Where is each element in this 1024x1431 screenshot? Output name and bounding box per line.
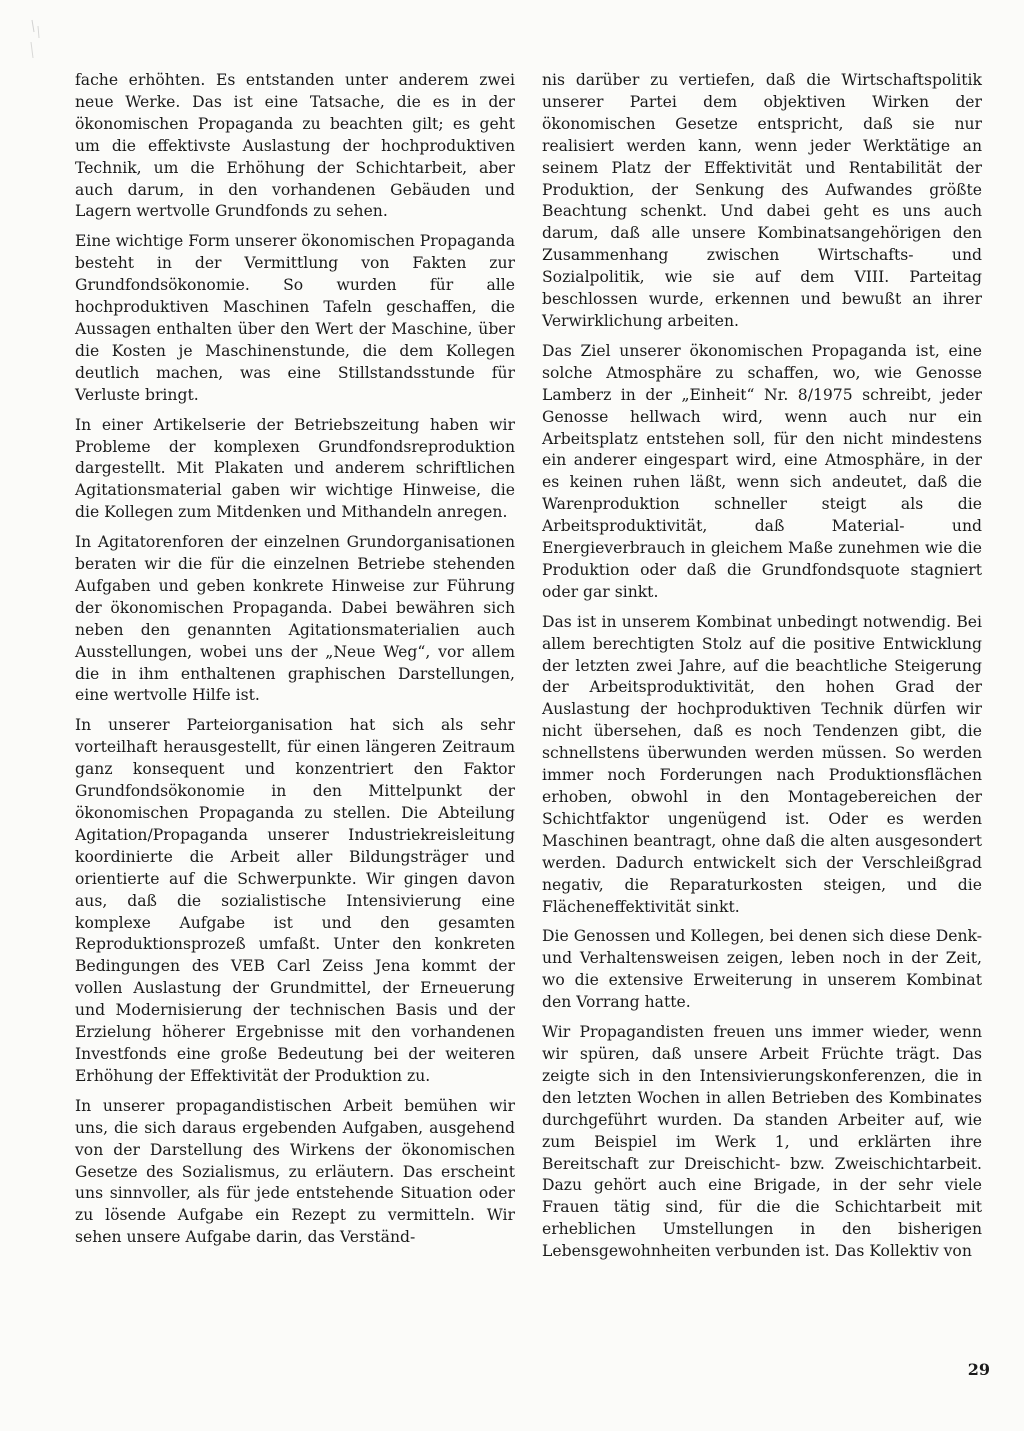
scan-artifact-mark [28, 18, 46, 62]
paragraph: Das ist in unserem Kombinat unbedingt notwendig. Bei allem berechtigten Stolz auf die positive Entwicklung der letzten zwei Jahre, auf die beachtliche Steigerung der Arbeitsproduktivität, den hohen Grad der Auslastung der hochproduktiven Technik dürfen wir nicht übersehen, daß es noch Tendenzen gibt, die schnellstens überwunden werden müssen. So werden immer noch Forderungen nach Produktionsflächen erhoben, obwohl in den Montagebereichen der Schichtfaktor ungenügend ist. Oder es werden Maschinen beantragt, ohne daß die alten ausgesondert werden. Dadurch entwickelt sich der Verschleißgrad negativ, die Reparaturkosten steigen, und die Flächeneffektivität sinkt. [542, 612, 982, 916]
paragraph: In Agitatorenforen der einzelnen Grundorganisationen beraten wir die für die einzelnen Betriebe stehenden Aufgaben und geben konkrete Hinweise zur Führung der ökonomischen Propaganda. Dabei bewähren sich neben den genannten Agitationsmaterialien auch Ausstellungen, wobei uns der „Neue Weg“, vor allem die in ihm enthaltenen graphischen Darstellungen, eine wertvolle Hilfe ist. [75, 533, 515, 705]
paragraph: nis darüber zu vertiefen, daß die Wirtschaftspolitik unserer Partei dem objektiven Wirken der ökonomischen Gesetze entspricht, daß sie nur realisiert werden kann, wenn jeder Werktätige an seinem Platz der Effektivität und Rentabilität der Produktion, der Senkung des Aufwandes größte Beachtung schenkt. Und dabei geht es uns auch darum, daß alle unsere Kombinatsangehörigen den Zusammenhang zwischen Wirtschafts- und Sozialpolitik, wie sie auf dem VIII. Parteitag beschlossen wurde, erkennen und bewußt an ihrer Verwirklichung arbeiten. [542, 71, 982, 330]
paragraph: In unserer Parteiorganisation hat sich als sehr vorteilhaft herausgestellt, für einen längeren Zeitraum ganz konsequent und konzentriert den Faktor Grundfondsökonomie in den Mittelpunkt der ökonomischen Propaganda zu stellen. Die Abteilung Agitation/Propaganda unserer Industriekreisleitung koordinierte die Arbeit aller Bildungsträger und orientierte auf die Schwerpunkte. Wir gingen davon aus, daß die sozialistische Intensivierung eine komplexe Aufgabe ist und den gesamten Reproduktionsprozeß umfaßt. Unter den konkreten Bedingungen des VEB Carl Zeiss Jena kommt der vollen Auslastung der Grundmittel, der Erneuerung und Modernisierung der technischen Basis und der Erzielung höherer Ergebnisse mit den vorhandenen Investfonds eine große Bedeutung bei der weiteren Erhöhung der Effektivität der Produktion zu. [75, 716, 515, 1085]
paragraph: fache erhöhten. Es entstanden unter anderem zwei neue Werke. Das ist eine Tatsache, die es in der ökonomischen Propaganda zu beachten gilt; es geht um die effektivste Auslastung der hochproduktiven Technik, um die Erhöhung der Schichtarbeit, aber auch darum, in den vorhandenen Gebäuden und Lagern wertvolle Grundfonds zu sehen. [75, 71, 515, 221]
paragraph: Eine wichtige Form unserer ökonomischen Propaganda besteht in der Vermittlung von Fakten zur Grundfondsökonomie. So wurden für alle hochproduktiven Maschinen Tafeln geschaffen, die Aussagen enthalten über den Wert der Maschine, über die Kosten je Maschinenstunde, die dem Kollegen deutlich machen, was eine Stillstandsstunde für Verluste bringt. [75, 232, 515, 404]
paragraph: Die Genossen und Kollegen, bei denen sich diese Denk- und Verhaltensweisen zeigen, leben noch in der Zeit, wo die extensive Erweiterung in unserem Kombinat den Vorrang hatte. [542, 927, 982, 1012]
left-text-column [75, 70, 515, 1257]
paragraph: Wir Propagandisten freuen uns immer wieder, wenn wir spüren, daß unsere Arbeit Früchte trägt. Das zeigte sich in den Intensivierungskonferenzen, die in den letzten Wochen in allen Betrieben des Kombinates durchgeführt wurden. Da standen Arbeiter auf, wie zum Beispiel im Werk 1, und erklärten ihre Bereitschaft zur Dreischicht- bzw. Zweischichtarbeit. Dazu gehört auch eine Brigade, in der sehr viele Frauen tätig sind, für die die Schichtarbeit mit erheblichen Umstellungen in den bisherigen Lebensgewohnheiten verbunden ist. Das Kollektiv von [542, 1023, 982, 1261]
right-text-column [542, 70, 982, 1271]
paragraph: In einer Artikelserie der Betriebszeitung haben wir Probleme der komplexen Grundfondsreproduktion dargestellt. Mit Plakaten und anderem schriftlichen Agitationsmaterial gaben wir wichtige Hinweise, die die Kollegen zum Mitdenken und Mithandeln anregen. [75, 415, 515, 522]
paragraph: In unserer propagandistischen Arbeit bemühen wir uns, die sich daraus ergebenden Aufgaben, ausgehend von der Darstellung des Wirkens der ökonomischen Gesetze des Sozialismus, zu erläutern. Das erscheint uns sinnvoller, als für jede entstehende Situation oder zu lösende Aufgabe ein Rezept zu vermitteln. Wir sehen unsere Aufgabe darin, das Verständ- [75, 1096, 515, 1247]
page-number: 29 [967, 1360, 990, 1379]
paragraph: Das Ziel unserer ökonomischen Propaganda ist, eine solche Atmosphäre zu schaffen, wo, wie Genosse Lamberz in der „Einheit“ Nr. 8/1975 schreibt, jeder Genosse hellwach wird, wenn auch nur ein Arbeitsplatz entstehen soll, für den nicht mindestens ein anderer eingespart wird, eine Atmosphäre, in der es keinen ruhen läßt, wenn sich andeutet, daß die Warenproduktion schneller steigt als die Arbeitsproduktivität, daß Material- und Energieverbrauch in gleichem Maße zunehmen wie die Produktion oder daß die Grundfondsquote stagniert oder gar sinkt. [542, 341, 982, 601]
